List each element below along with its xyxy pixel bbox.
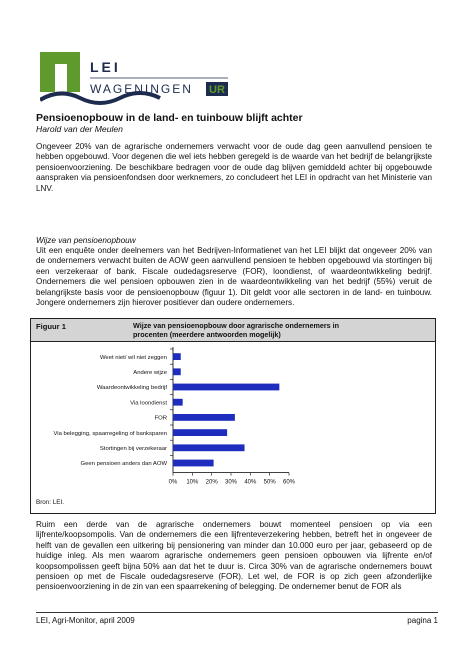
footer-rule bbox=[36, 612, 438, 613]
bar bbox=[173, 460, 214, 467]
logo-lei-text: LEI bbox=[90, 59, 121, 75]
bar bbox=[173, 444, 245, 451]
bar bbox=[173, 414, 235, 421]
category-label: Weet niet/ wil niet zeggen bbox=[99, 354, 167, 361]
footer-publication: LEI, Agri-Monitor, april 2009 bbox=[36, 616, 135, 625]
category-label: Stortingen bij verzekeraar bbox=[99, 446, 167, 452]
figure-header bbox=[31, 319, 435, 342]
x-tick-label: 10% bbox=[186, 479, 199, 486]
lei-wageningen-logo bbox=[40, 42, 240, 112]
body-paragraph-1: Uit een enquête onder deelnemers van het Bedrijven-Informatienet van het LEI blijkt dat ongeveer 20% van de ondernemers verwacht buiten de AOW geen aanvullend pensioen te hebben opgebouwd via stortingen bij een verzekeraar of bank. Fiscale oudedagsreserve (FOR), loondienst, of waardeontwikkeling bedrijf. Ondernemers die wel pensioen opbouwen zien in de waardeontwikkeling van het bedrijf (55%) veruit de belangrijkste basis voor de pensioenopbouw (figuur 1). Dit geldt voor alle sectoren in de land- en tuinbouw. Jongere ondernemers zijn hierover positiever dan oudere ondernemers. bbox=[36, 246, 432, 308]
bar bbox=[173, 384, 279, 391]
category-label: Via belegging, spaarregeling of banksparen bbox=[53, 430, 167, 437]
bar bbox=[173, 368, 181, 375]
x-tick-label: 40% bbox=[244, 479, 257, 486]
x-tick-label: 20% bbox=[205, 479, 218, 486]
logo-gate bbox=[55, 64, 67, 92]
category-label: FOR bbox=[154, 415, 167, 422]
bar bbox=[173, 429, 227, 436]
article-author: Harold van der Meulen bbox=[36, 124, 123, 134]
logo-ur-text: UR bbox=[209, 84, 225, 96]
x-tick-label: 60% bbox=[282, 479, 296, 486]
logo-graphic bbox=[40, 42, 240, 112]
body-paragraph-2: Ruim een derde van de agrarische ondernemers bouwt momenteel pensioen op via een lijfrente/koopsompolis. Van de ondernemers die een lijfrenteverzekering hebben, betreft het in ongeveer de helft van de gevallen een uitkering bij pensionering van minder dan 10.000 euro per jaar, gebaseerd op de huidige inleg. Als men waarom agrarische ondernemers geen pensioen opbouwen via lijfrente en/of koopsompolissen geeft bijna 50% aan dat het te duur is. Circa 30% van de agrarische ondernemers bouwt pensioen op met de Fiscale oudedagsreserve (FOR). Let wel, de FOR is op zich geen afzonderlijke pensioenvoorziening in de zin van een spaarrekening of belegging. De ondernemer benut de FOR als bbox=[36, 520, 432, 592]
x-tick-label: 0% bbox=[168, 479, 178, 486]
x-tick-label: 30% bbox=[224, 479, 238, 486]
figure-label: Figuur 1 bbox=[36, 322, 66, 331]
article-title: Pensioenopbouw in de land- en tuinbouw blijft achter bbox=[36, 112, 303, 124]
category-label: Via loondienst bbox=[130, 400, 167, 407]
category-label: Waardeontwikkeling bedrijf bbox=[96, 385, 167, 392]
logo-wageningen-text: WAGENINGEN bbox=[90, 82, 193, 96]
figure-title: Wijze van pensioenopbouw door agrarische ondernemers in procenten (meerdere antwoorden mogelijk) bbox=[133, 321, 340, 339]
section-heading: Wijze van pensioenopbouw bbox=[36, 236, 136, 245]
figure-1 bbox=[30, 318, 436, 514]
x-tick-label: 50% bbox=[263, 479, 276, 486]
footer-page-number: pagina 1 bbox=[407, 616, 438, 625]
bar bbox=[173, 353, 181, 360]
figure-source: Bron: LEI. bbox=[36, 499, 65, 506]
bar-chart bbox=[31, 341, 435, 497]
intro-paragraph: Ongeveer 20% van de agrarische ondernemers verwacht voor de oude dag geen aanvullend pensioen te hebben opgebouwd. Voor degenen die wel iets hebben geregeld is de waarde van het bedrijf de belangrijkste pensioenvoorziening. De beschikbare bedragen voor de oude dag blijven gemiddeld achter bij opgebouwde aanspraken via pensioenfondsen door werknemers, zo concludeert het LEI in opdracht van het Ministerie van LNV. bbox=[36, 142, 432, 193]
category-label: Geen pensioen anders dan AOW bbox=[80, 461, 167, 468]
bar bbox=[173, 399, 183, 406]
category-label: Andere wijze bbox=[133, 370, 167, 376]
